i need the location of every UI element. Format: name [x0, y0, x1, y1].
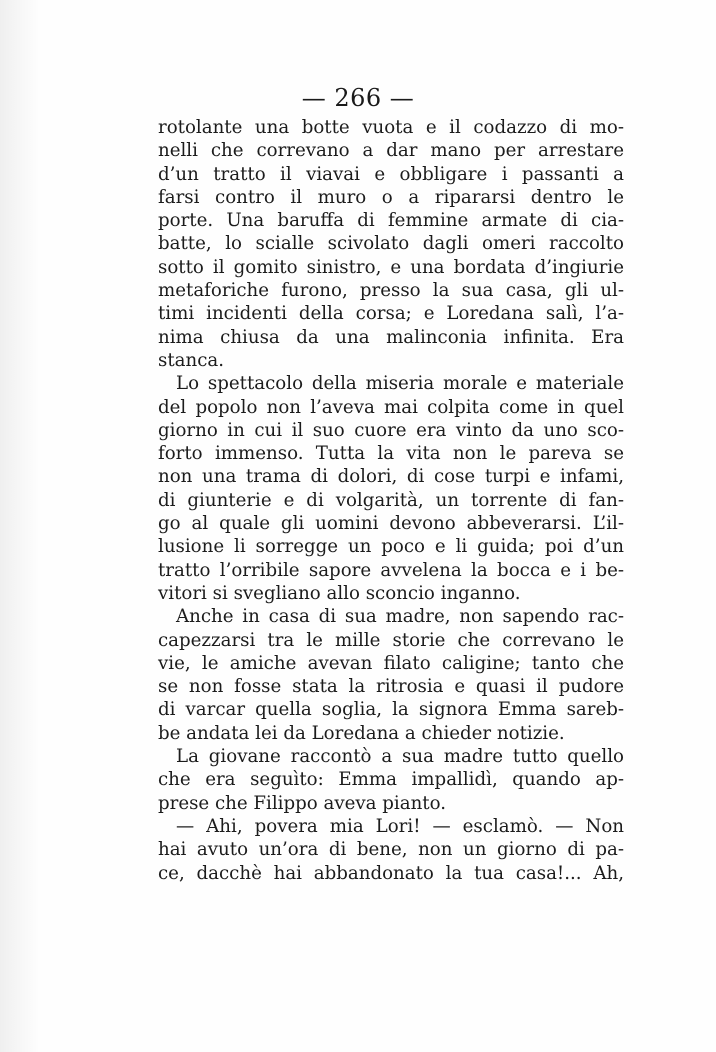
text-line: se non fosse stata la ritrosia e quasi il pudore: [158, 676, 624, 698]
text-line: ce, dacchè hai abbandonato la tua casa!... Ah,: [158, 862, 624, 884]
text-line: rotolante una botte vuota e il codazzo di mo-: [158, 117, 624, 138]
text-line: prese che Filippo aveva pianto.: [158, 792, 447, 814]
text-line: Anche in casa di sua madre, non sapendo rac-: [176, 606, 624, 628]
text-line: d’un tratto il viavai e obbligare i passanti a: [158, 163, 624, 185]
text-line: giorno in cui il suo cuore era vinto da uno sco-: [158, 419, 624, 441]
text-line: batte, lo scialle scivolato dagli omeri raccolto: [158, 233, 624, 255]
text-line: che era seguìto: Emma impallidì, quando ap-: [158, 769, 624, 791]
text-line: metaforiche furono, presso la sua casa, gli ul-: [158, 280, 624, 302]
text-line: stanca.: [158, 349, 225, 371]
text-line: nelli che correvano a dar mano per arrestare: [158, 140, 624, 162]
text-line: go al quale gli uomini devono abbeverarsi. L’il-: [158, 513, 624, 535]
text-line: sotto il gomito sinistro, e una bordata d’ingiurie: [158, 256, 624, 278]
page-edge-shadow: [0, 0, 40, 1052]
text-line: forto immenso. Tutta la vita non le pareva se: [158, 443, 624, 465]
text-line: vitori si svegliano allo sconcio inganno.: [158, 582, 521, 604]
text-line: Lo spettacolo della miseria morale e materiale: [176, 373, 624, 395]
text-line: capezzarsi tra le mille storie che correvano le: [158, 629, 624, 651]
text-line: farsi contro il muro o a ripararsi dentro le: [158, 186, 624, 208]
text-line: — Ahi, povera mia Lori! — esclamò. — Non: [176, 815, 624, 837]
text-line: non una trama di dolori, di cose turpi e infami,: [158, 466, 624, 488]
text-line: di varcar quella soglia, la signora Emma sareb-: [158, 699, 624, 721]
text-line: timi incidenti della corsa; e Loredana salì, l’a-: [158, 303, 624, 325]
text-line: del popolo non l’aveva mai colpita come in quel: [158, 396, 624, 418]
text-line: di giunterie e di volgarità, un torrente di fan-: [158, 489, 624, 511]
text-line: lusione li sorregge un poco e li guida; poi d’un: [158, 536, 624, 558]
text-line: tratto l’orribile sapore avvelena la bocca e i be-: [158, 559, 624, 581]
text-line: porte. Una baruffa di femmine armate di cia-: [158, 210, 624, 232]
text-line: vie, le amiche avevan filato caligine; tanto che: [158, 652, 624, 674]
body-text: [158, 116, 624, 885]
text-line: nima chiusa da una malinconia infinita. Era: [158, 326, 624, 348]
text-line: La giovane raccontò a sua madre tutto quello: [176, 746, 624, 768]
text-line: hai avuto un’ora di bene, non un giorno di pa-: [158, 839, 624, 861]
text-line: be andata lei da Loredana a chieder notizie.: [158, 722, 565, 744]
page-number: — 266 —: [301, 84, 415, 112]
